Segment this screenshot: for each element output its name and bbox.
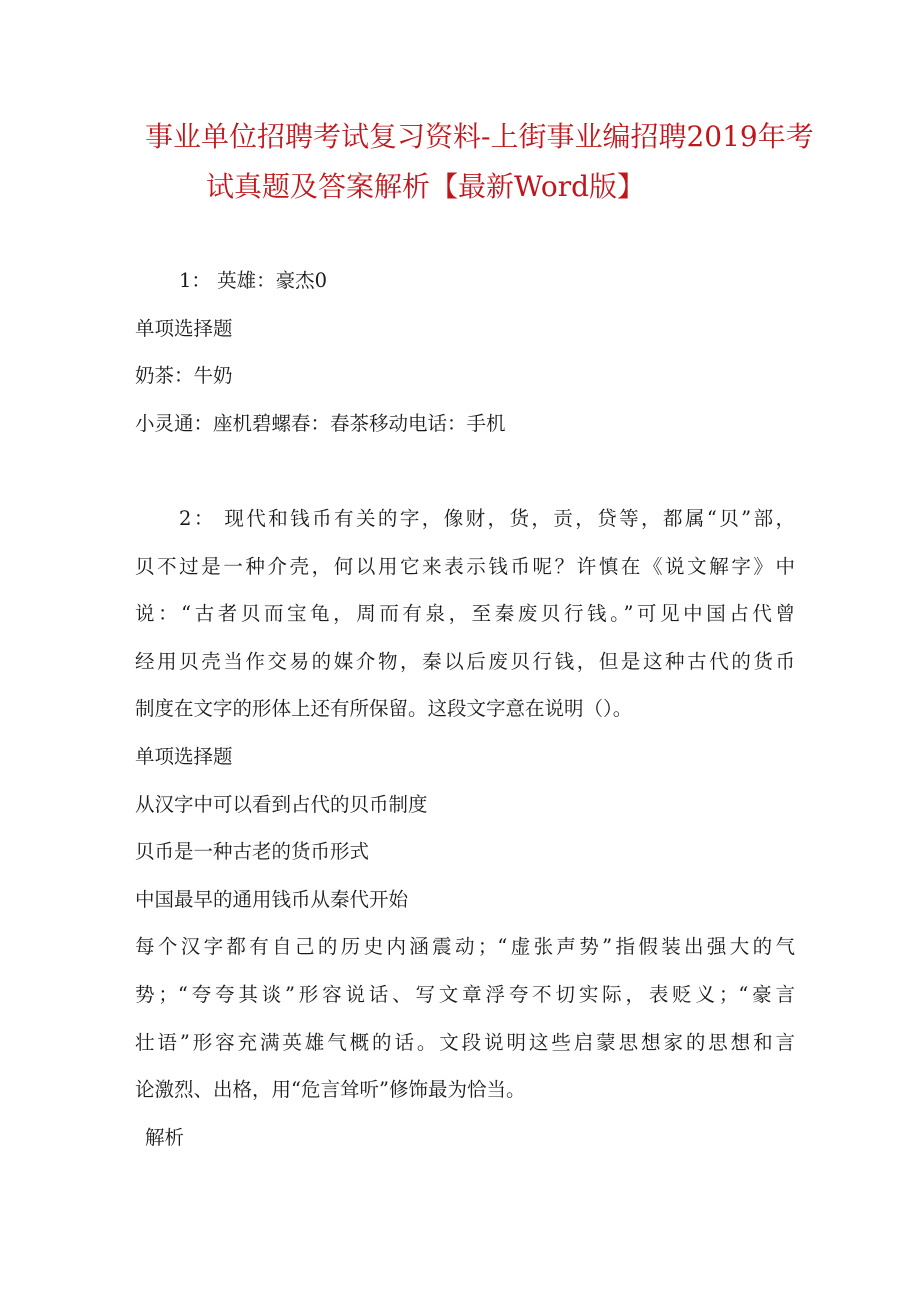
question-1-stem: 1： 英雄：豪杰0 — [179, 269, 328, 292]
question-2-stem-line: 经用贝壳当作交易的媒介物，秦以后废贝行钱，但是这种古代的货币 — [135, 649, 795, 673]
document-body — [135, 257, 795, 1161]
question-2-stem-line: 说：“古者贝而宝龟，周而有泉，至秦废贝行钱。”可见中国占代曾 — [135, 602, 795, 626]
paragraph-gap — [135, 447, 795, 495]
question-2-option: 中国最早的通用钱币从秦代开始 — [135, 887, 409, 911]
question-1-option: 奶茶：牛奶 — [135, 364, 233, 388]
question-1-option: 小灵通：座机碧螺春：春茶移动电话：手机 — [135, 411, 506, 435]
question-2-stem-line: 制度在文字的形体上还有所保留。这段文字意在说明（）。 — [135, 697, 633, 721]
question-2-option: 从汉字中可以看到占代的贝币制度 — [135, 792, 428, 816]
title-line-2: 试真题及答案解析【最新Word版】 — [206, 170, 646, 203]
question-2-stem-line: 2： 现代和钱币有关的字，像财，货，贡，贷等，都属“贝”部， — [179, 506, 795, 530]
question-2-type: 单项选择题 — [135, 744, 233, 768]
title-line-1: 事业单位招聘考试复习资料-上街事业编招聘2019年考 — [145, 120, 814, 153]
question-2-extra-line: 论激烈、出格，用“危言耸听”修饰最为恰当。 — [135, 1078, 526, 1102]
question-2-option: 贝币是一种古老的货币形式 — [135, 840, 370, 864]
document-title — [0, 112, 920, 212]
question-2-extra-line: 势；“夸夸其谈”形容说话、写文章浮夸不切实际，表贬义；“豪言 — [135, 982, 795, 1006]
question-1-type: 单项选择题 — [135, 316, 233, 340]
question-2-extra-line: 每个汉字都有自己的历史内涵震动；“虚张声势”指假装出强大的气 — [135, 935, 795, 959]
question-2-extra-line: 壮语”形容充满英雄气概的话。文段说明这些启蒙思想家的思想和言 — [135, 1030, 795, 1054]
analysis-label: 解析 — [145, 1125, 185, 1149]
question-2-stem-line: 贝不过是一种介壳，何以用它来表示钱币呢？许慎在《说文解字》中 — [135, 554, 795, 578]
